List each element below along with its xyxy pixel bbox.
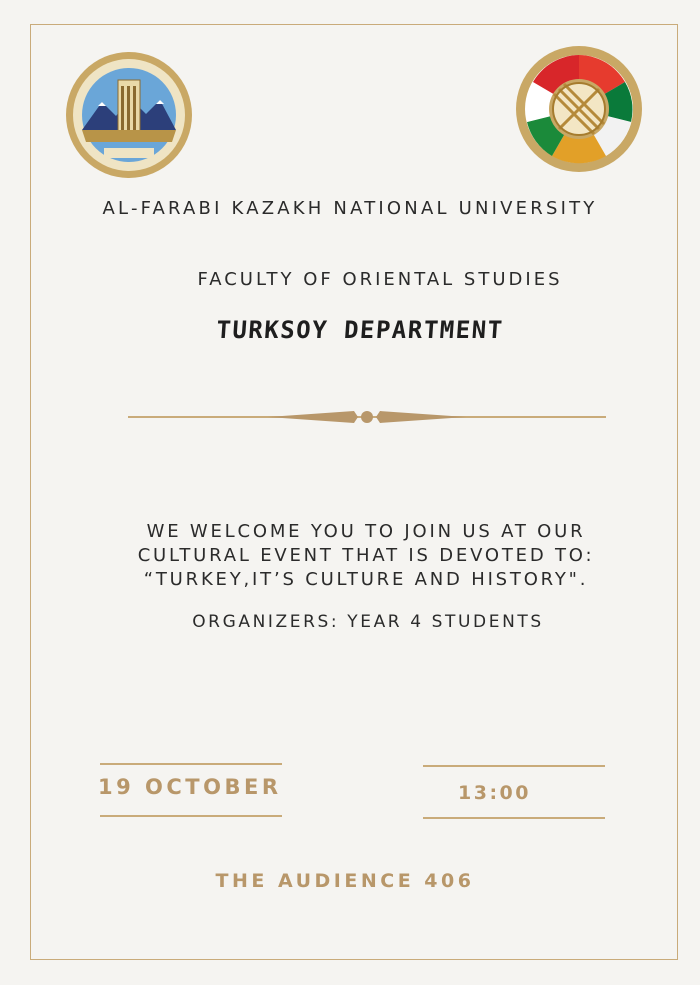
welcome-message: [16, 520, 700, 592]
university-seal-icon: [64, 50, 194, 180]
event-time: 13:00: [458, 782, 531, 804]
welcome-line-2: CULTURAL EVENT THAT IS DEVOTED TO:: [137, 545, 595, 566]
ornamental-divider: [128, 406, 606, 428]
department-name: TURKSOY DEPARTMENT: [215, 316, 505, 344]
date-top-rule: [100, 763, 282, 765]
flags-emblem-icon: [514, 44, 644, 174]
date-bottom-rule: [100, 815, 282, 817]
faculty-name: FACULTY OF ORIENTAL STUDIES: [197, 269, 563, 290]
welcome-line-1: WE WELCOME YOU TO JOIN US AT OUR: [146, 521, 586, 542]
event-date: 19 OCTOBER: [98, 775, 282, 799]
organizers-text: ORGANIZERS: YEAR 4 STUDENTS: [192, 612, 544, 632]
university-name: AL-FARABI KAZAKH NATIONAL UNIVERSITY: [102, 198, 598, 219]
time-top-rule: [423, 765, 605, 767]
time-bottom-rule: [423, 817, 605, 819]
welcome-line-3: “TURKEY,IT’S CULTURE AND HISTORY".: [143, 569, 589, 590]
event-venue: THE AUDIENCE 406: [215, 870, 475, 892]
